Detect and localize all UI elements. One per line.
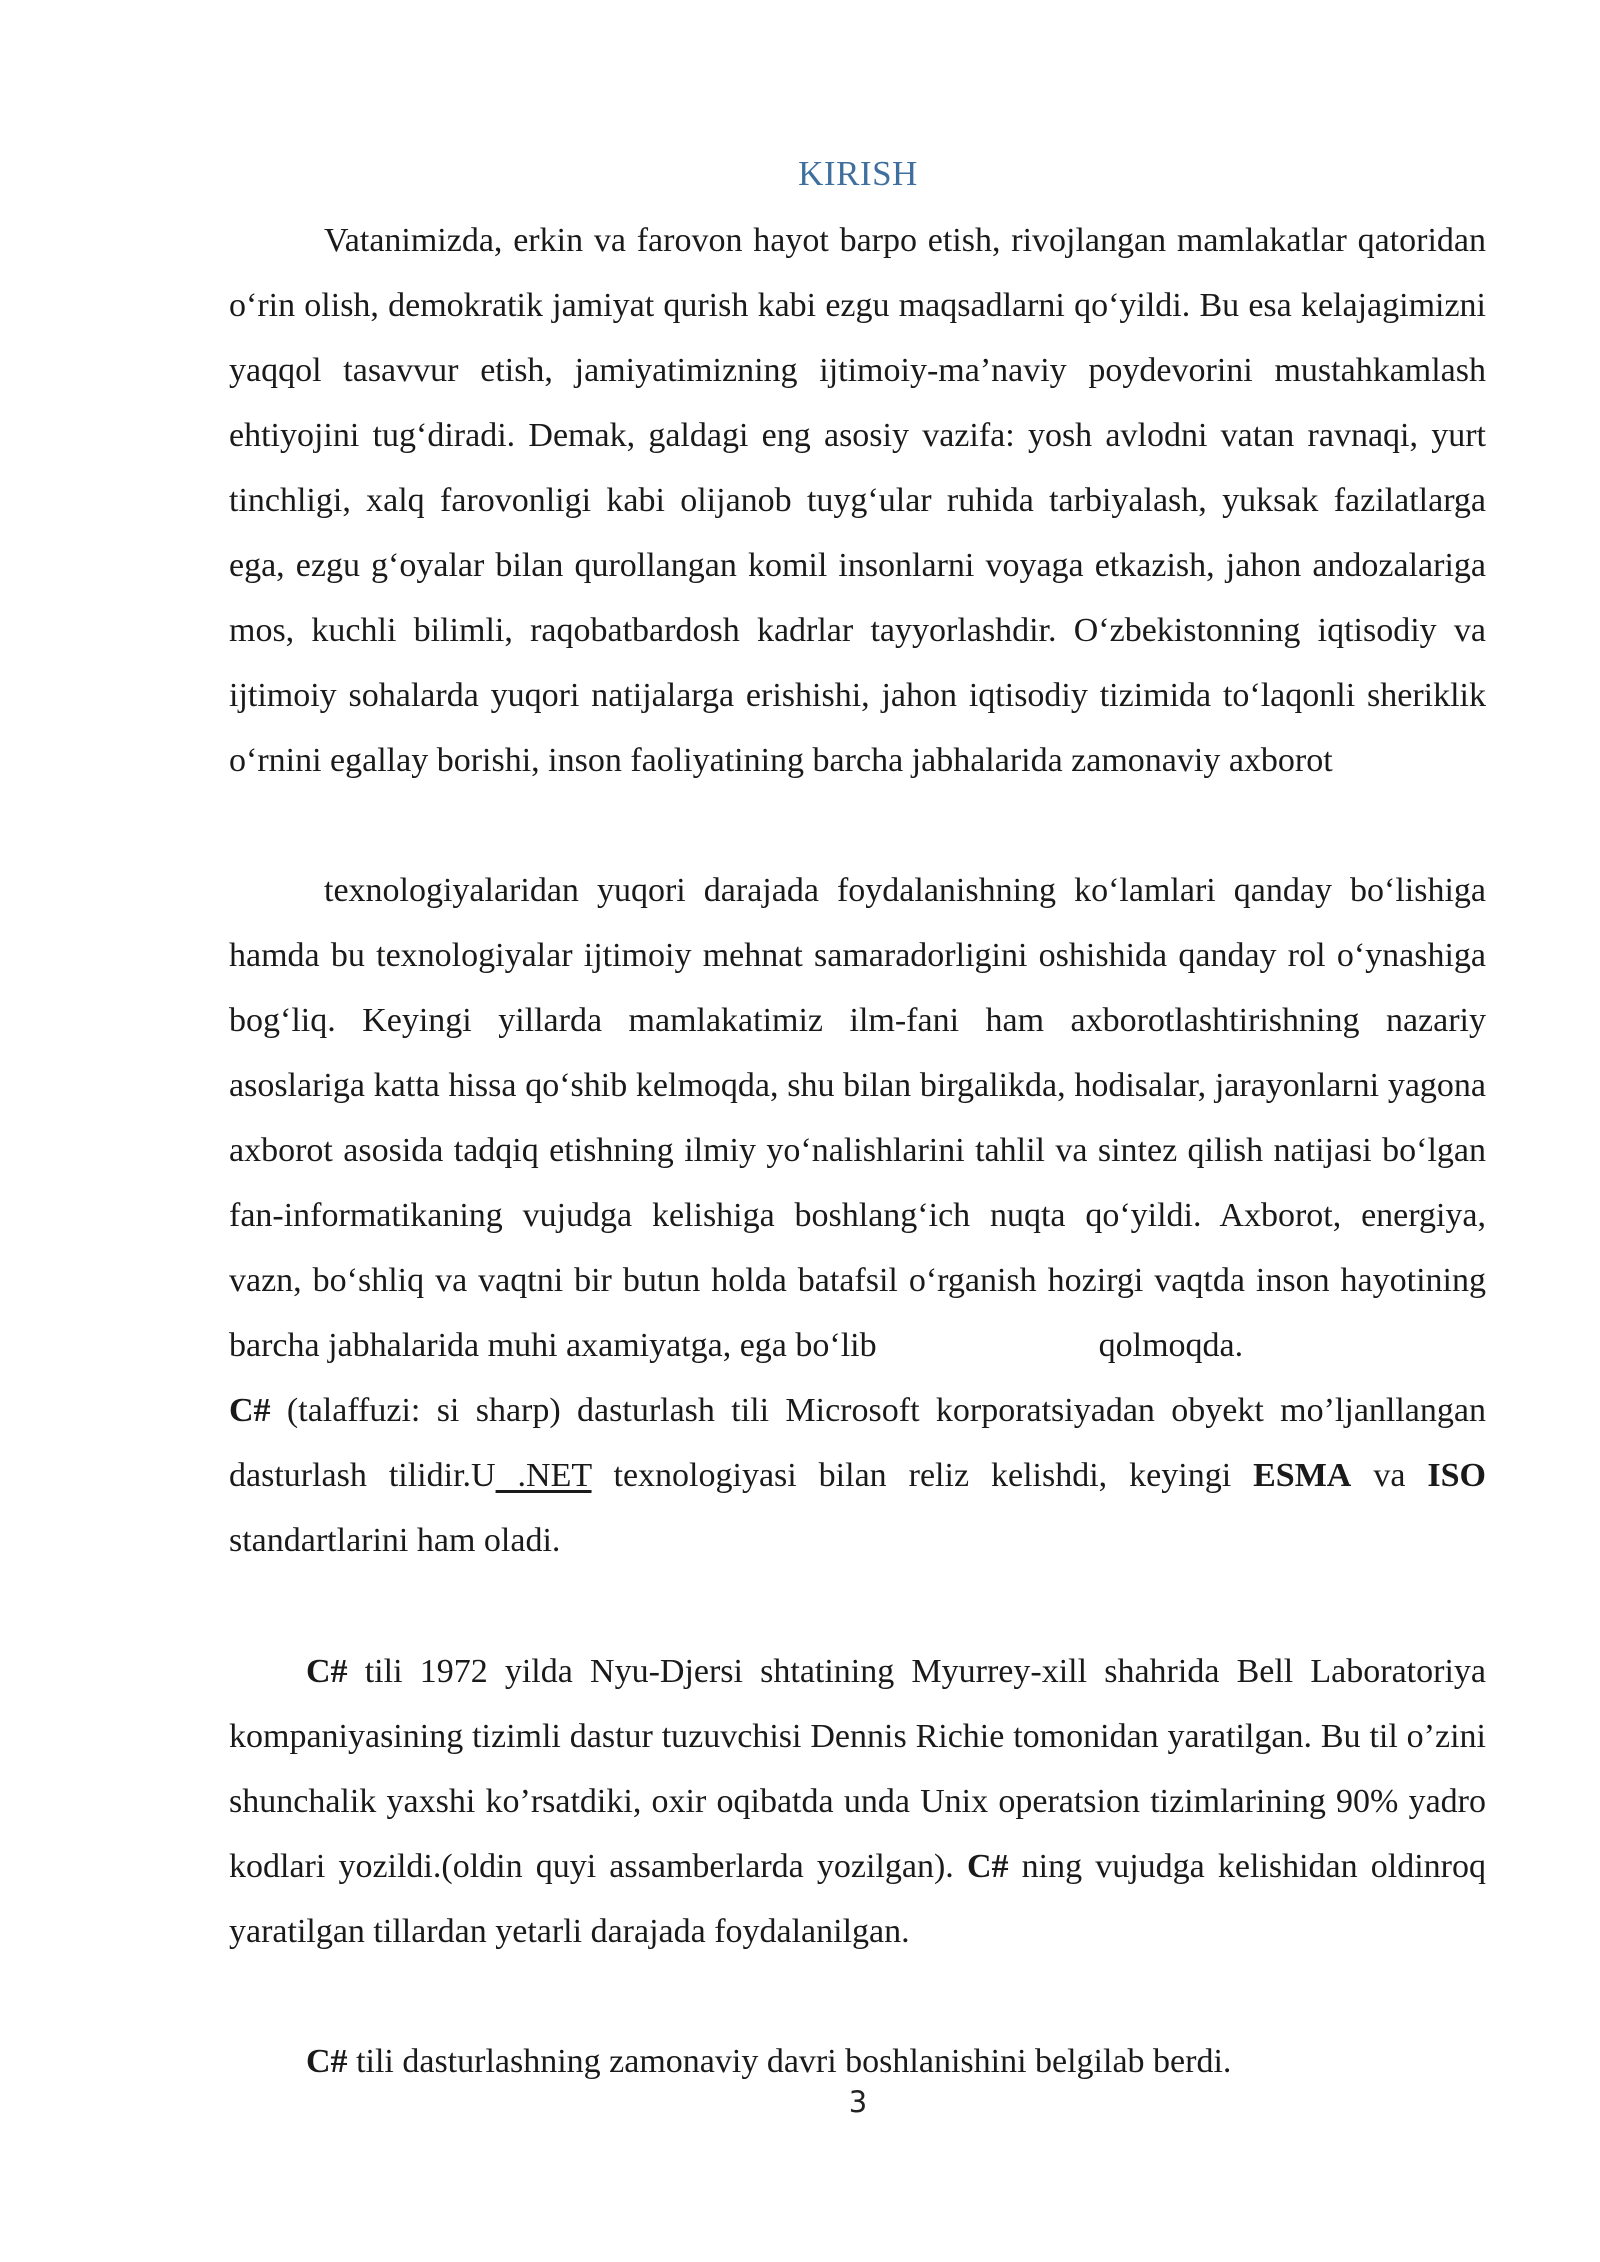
paragraph-1: Vatanimizda, erkin va farovon hayot barpo etish, rivojlangan mamlakatlar qatoridan o‘rin olish, demokratik jamiyat qurish kabi ezgu maqsadlarni qo‘yildi. Bu esa kelajagimizni yaqqol tasavvur etish, jamiyatimizning ijtimoiy-ma’naviy poydevorini mustahkamlash ehtiyojini tug‘diradi. Demak, galdagi eng asosiy vazifa: yosh avlodni vatan ravnaqi, yurt tinchligi, xalq farovonligi kabi olijanob tuyg‘ular ruhida tarbiyalash, yuksak fazilatlarga ega, ezgu g‘oyalar bilan qurollangan komil insonlarni voyaga etkazish, jahon andozalariga mos, kuchli bilimli, raqobatbardosh kadrlar tayyorlashdir. O‘zbekistonning iqtisodiy va ijtimoiy sohalarda yuqori natijalarga erishishi, jahon iqtisodiy tizimida to‘laqonli sheriklik o‘rnini egallay borishi, inson faoliyatining barcha jabhalarida zamonaviy axborot [229,222,1486,779]
paragraph-2 [229,858,1486,1573]
paragraph-4 [229,1639,1486,1964]
dotnet-link[interactable]: .NET [495,1457,592,1494]
csharp-definition: (talaffuzi: si sharp) dasturlash tili Microsoft korporatsiyadan obyekt mo’ljanllangan dasturlash tilidir.U [229,1392,1486,1494]
standard-connector: va [1351,1457,1428,1494]
modern-era-text: tili dasturlashning zamonaviy davri boshlanishini belgilab berdi. [347,2043,1232,2080]
iso-label: ISO [1427,1457,1486,1494]
page-title: KIRISH [798,154,918,193]
language-comparison-text: ning vujudga kelishidan oldinroq yaratilgan tillardan yetarli darajada foydalanilgan. [229,1848,1486,1950]
csharp-modern-label: C# [306,2043,348,2080]
paragraph-technology [229,858,1486,1573]
paragraph-2-text: texnologiyalaridan yuqori darajada foydalanishning ko‘lamlari qanday bo‘lishiga hamda bu texnologiyalar ijtimoiy mehnat samaradorligini oshishida qanday rol o‘ynashiga bog‘liq. Keyingi yillarda mamlakatimiz ilm-fani ham axborotlashtirishning nazariy asoslariga katta hissa qo‘shib kelmoqda, shu bilan birgalikda, hodisalar, jarayonlarni yagona axborot asosida tadqiq etishning ilmiy yo‘nalishlarini tahlil va sintez qilish natijasi bo‘lgan fan-informatikaning vujudga kelishiga boshlang‘ich nuqta qo‘yildi. Axborot, energiya, vazn, bo‘shliq va vaqtni bir butun holda batafsil o‘rganish hozirgi vaqtda inson hayotining barcha jabhalarida muhi axamiyatga, ega bo‘lib [229,872,1486,1364]
page-number: 3 [848,2085,868,2119]
history-text: tili 1972 yilda Nyu-Djersi shtatining Myurrey-xill shahrida Bell Laboratoriya kompaniyasining tizimli dastur tuzuvchisi Dennis Richie tomonidan yaratilgan. Bu til o’zini shunchalik yaxshi ko’rsatdiki, oxir oqibatda unda Unix operatsion tizimlarining 90% yadro kodlari yozildi.(oldin quyi assamberlarda yozilgan). [229,1653,1486,1885]
csharp-label: C# [229,1392,271,1429]
paragraph-intro [229,208,1486,793]
release-text: texnologiyasi bilan reliz kelishdi, keyingi [591,1457,1254,1494]
csharp-history-label: C# [306,1653,348,1690]
paragraph-2-end: qolmoqda. [1098,1327,1244,1364]
esma-label: ESMA [1253,1457,1352,1494]
paragraph-history [229,1639,1486,1964]
standards-text: standartlarini ham oladi. [229,1522,561,1559]
csharp-language-label: C# [966,1848,1009,1885]
